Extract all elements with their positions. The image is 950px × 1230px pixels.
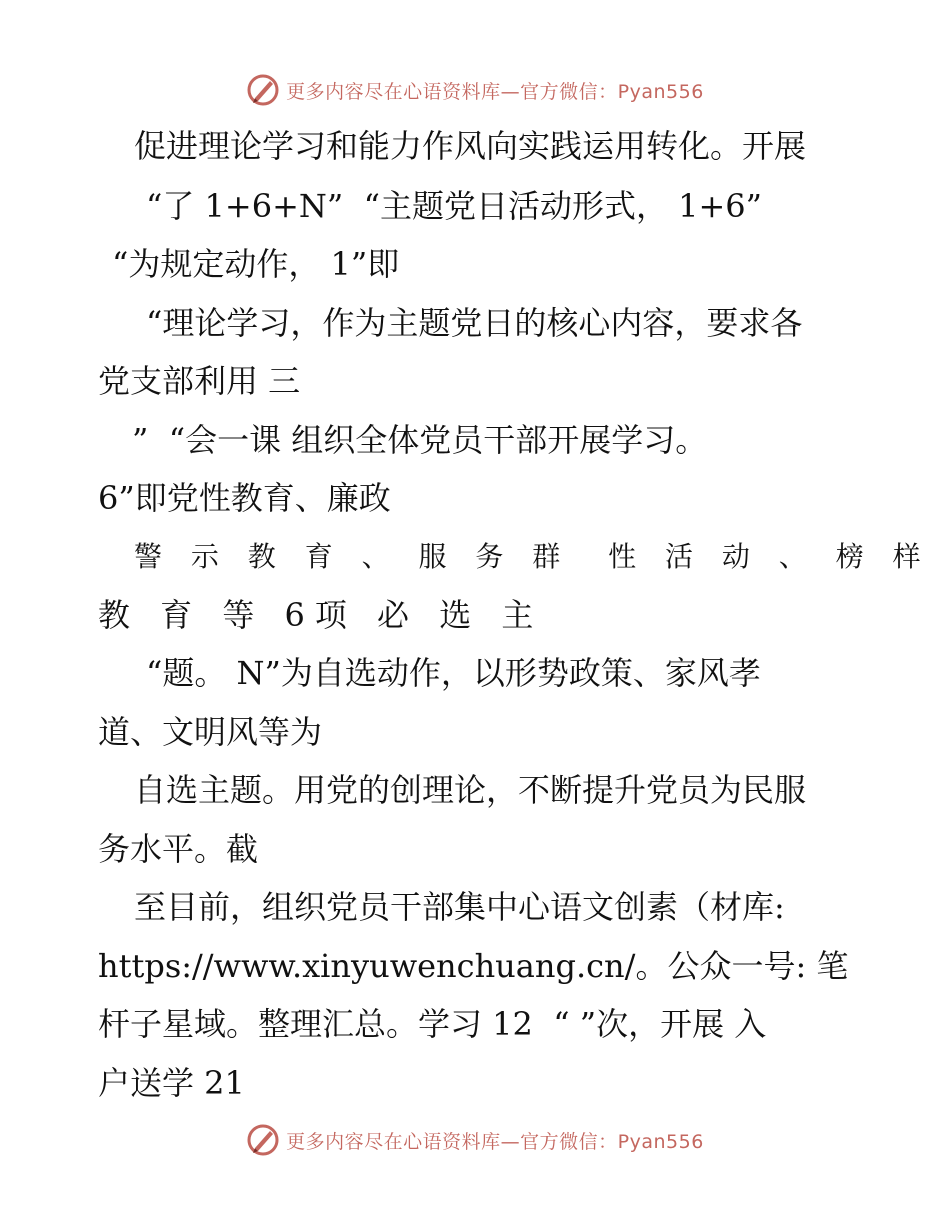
text-line: 教 育 等 6项 必 选 主 <box>98 596 544 634</box>
text-line: “题。 N”为自选动作，以形势政策、家风孝 <box>146 654 761 692</box>
watermark-text: 更多内容尽在心语资料库—官方微信：Pyan556 <box>286 1130 704 1153</box>
text-line: 道、文明风等为 <box>98 713 323 751</box>
text-line: ” “会一课 组织全体党员干部开展学习。 <box>132 421 708 459</box>
watermark-footer <box>0 1120 950 1160</box>
text-line: 警 示 教 育 、 服 务 群 性 活 动 、 榜 样 <box>134 540 931 573</box>
text-line: https://www.xinyuwenchuang.cn/。公众一号: 笔 <box>98 947 849 985</box>
text-line: 6”即党性教育、廉政 <box>98 479 391 517</box>
text-line: 务水平。截 <box>98 830 259 868</box>
text-line: 至目前，组织党员干部集中心语文创素（材库: <box>134 888 785 926</box>
text-line: “理论学习，作为主题党日的核心内容，要求各 <box>146 304 803 342</box>
text-line: 党支部利用 三 <box>98 362 301 400</box>
text-line: 户送学 21 <box>98 1064 245 1102</box>
text-line: 自选主题。用党的创理论，不断提升党员为民服 <box>134 771 807 809</box>
pen-logo-icon <box>246 1123 280 1157</box>
watermark-text: 更多内容尽在心语资料库—官方微信：Pyan556 <box>286 80 704 103</box>
text-line: 杆子星域。整理汇总。学习 12 “ ”次，开展 入 <box>98 1005 767 1043</box>
text-line: “了 1+6+N” “主题党日活动形式， 1+6” <box>146 187 763 225</box>
text-line: “为规定动作， 1”即 <box>112 245 400 283</box>
text-line: 促进理论学习和能力作风向实践运用转化。开展 <box>134 127 807 165</box>
